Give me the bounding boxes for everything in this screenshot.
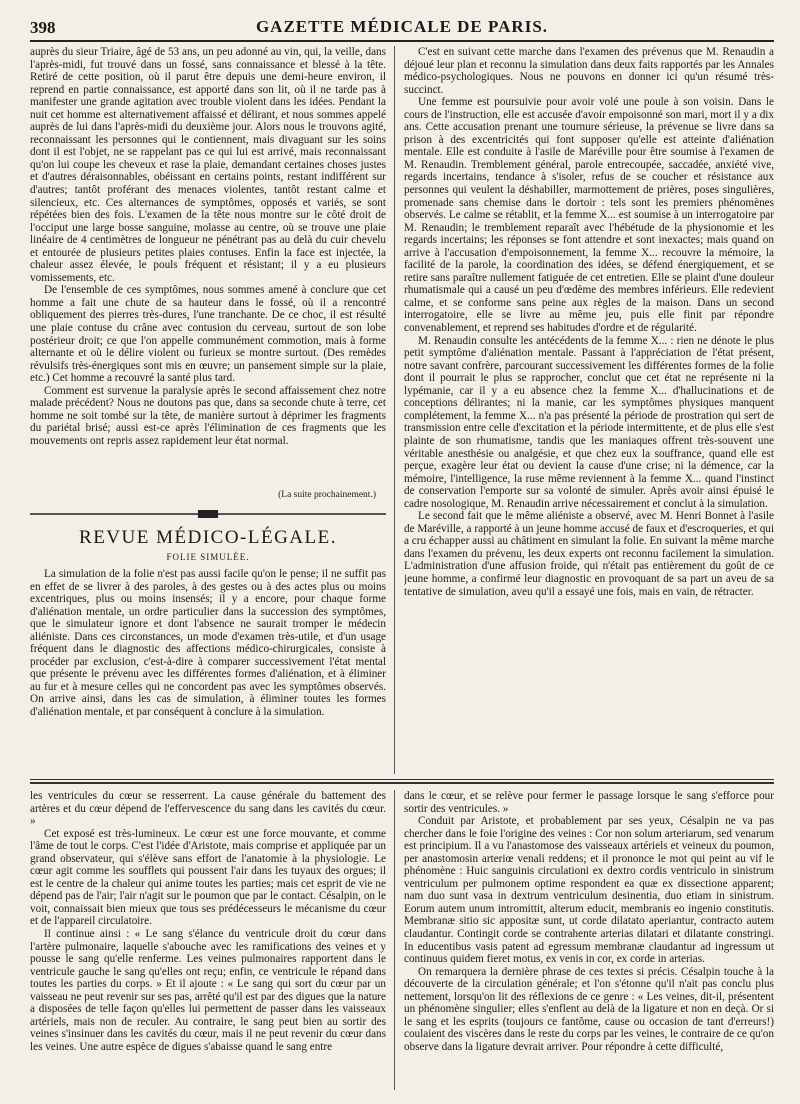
paragraph: Une femme est poursuivie pour avoir volé une poule à son voisin. Dans le cours de l'instruction, elle est accusée d'avoir empoisonné son mari, mort il y a dix ans. Cette accusation prenant une tournure sérieuse, la prévenue se livre dans sa prison à des excentricités qui font supposer qu'elle est atteinte d'aliénation mentale. Elle est conduite à l'asile de Maréville pour être soumise à l'examen de M. Renaudin. Tremblement général, parole entrecoupée, saccadée, anxiété vive, regards incertains, tendance à s'isoler, refus de se coucher et résistance aux personnes qui veulent la déshabiller, marmottement de prières, poses singulières, promenade sans chemise dans le dortoir : tels sont les premiers phénomènes observés. Le calme se rétablit, et la femme X... est soumise à un interrogatoire par M. Renaudin; le tremblement reparaît avec l'hébétude de la physionomie et les regards incertains; les réponses se font attendre et sont inexactes; mais quand on arrive à l'accusation d'empoisonnement, la femme X... recouvre la mémoire, la facilité de la parole, la coordination des idées, se défend énergiquement, et se retire sans paraître nullement fatiguée de cet entretien. Elle se plaint d'une douleur rhumatismale qui a causé un peu d'œdème des membres inférieurs. Elle redevient calme, et se conforme sans peine aux règles de la maison. Dans un second interrogatoire, elle se livre au même jeu, puis elle finit par répondre convenablement, et reprend ses habitudes d'ordre et de régularité. — [404, 96, 774, 335]
paragraph: Cet exposé est très-lumineux. Le cœur est une force mouvante, et comme l'âme de tout le corps. C'est l'idée d'Aristote, mais comprise et appliquée par un grand observateur, qui s'élève sans effort de l'anatomie à la physiologie. Le cœur agit comme les soufflets qui poussent l'air dans les tuyaux des orgues; il est le centre de la chaleur qui anime toutes les parties; mais cet esprit de vie ne dépend pas de l'air; l'air n'agit sur le poumon que par le contact. Césalpin, on le voit, connaissait bien mieux que tous ses prédécesseurs le mécanisme du cœur et de l'appareil circulatoire. — [30, 827, 386, 928]
bottom-right-column — [404, 790, 774, 1090]
bottom-left-column — [30, 790, 386, 1090]
left-column-middle — [30, 568, 386, 772]
paragraph: On remarquera la dernière phrase de ces textes si précis. Césalpin touche à la découverte de la circulation générale; et l'on s'étonne qu'il n'ait pas conclu plus nettement, lorsqu'on lit des réflexions de ce genre : « Les veines, dit-il, présentent un phénomène singulier; elles s'enflent au delà de la ligature et non en deçà. Or si le sang et les esprits (toujours ce fantôme, cause ou occasion de tant d'erreurs!) coulaient des viscères dans le reste du corps par les veines, le contraire de ce qu'on observe dans la ligature devrait arriver. Pour répondre à cette difficulté, — [404, 965, 774, 1053]
paragraph: M. Renaudin consulte les antécédents de la femme X... : rien ne dénote le plus petit symptôme d'aliénation mentale. Passant à l'appréciation de l'état présent, notre savant confrère, parcourant successivement les différentes formes de la folie dont il pourrait le plus se rapprocher, conclut que cet état ne représente ni la lypémanie, car il y a eu absence chez la femme X... d'hallucinations et de conceptions délirantes; ni la manie, car les symptômes physiques manquent complétement, la femme X... n'a pas présenté la période de prostration qui sert de transmission entre celle d'excitation et la période intermittente, et de plus elle s'est plainte de son rhumatisme, tandis que les maniaques offrent très-souvent une véritable anesthésie ou analgésie, et que chez eux la souffrance, quand elle est perçue, exagère leur état ou devient la cause d'une crise; ni la démence, car la mémoire, l'intelligence, la ruse même reviennent à la femme X... quand l'instinct de conservation l'emporte sur sa volonté de simuler. Après avoir ainsi épuisé le cadre nosologique, M. Renaudin arrive nécessairement et conclut à la simulation. — [404, 334, 774, 510]
paragraph: dans le cœur, et se relève pour fermer le passage lorsque le sang s'efforce pour sortir des ventricules. » — [404, 790, 774, 815]
column-divider — [394, 790, 395, 1090]
continuation-note: (La suite prochainement.) — [278, 490, 376, 500]
paragraph: Conduit par Aristote, et probablement par ses yeux, Césalpin ne va pas chercher dans le foie l'origine des veines : Cor non solum arteriarum, sed venarum est principium. Il a vu l'anastomose des vaisseaux artériels et veineux du poumon, per anastomosin arteriœ venali reddens; et il prononce le mot qui peint au vif le phénomène : Huic sanguinis circulationi ex dextro cordis ventriculo in sinistrum ventriculum per pulmonem optime respondent ea quæ ex dissectione apparent; nam duo sunt vasa in dextrum ventriculum desinentia, duo etiam in sinistrum. Eorum autem unum intromittit, alterum educit, membranis eo ingenio constitutis. Membranæ sitio sic appositæ sunt, ut corde dilatato aperiantur, contracto autem claudantur. Contingit corde se contrahente arterias dilatari et dilatante constringi. In educentibus vasis patent ad egressum membranæ claudantur ad ingressum ut continuus quidem fieret motus, ex venis in cor, ex corde in arterias. — [404, 815, 774, 966]
horizontal-rule — [30, 782, 774, 784]
left-column-top — [30, 46, 386, 508]
paragraph: les ventricules du cœur se resserrent. La cause générale du battement des artères et du cœur dépend de l'effervescence du sang dans les cavités du cœur. » — [30, 790, 386, 828]
journal-title: GAZETTE MÉDICALE DE PARIS. — [255, 17, 549, 36]
column-divider — [394, 46, 395, 774]
section-title: REVUE MÉDICO-LÉGALE. — [79, 527, 337, 548]
paragraph: Le second fait que le même aliéniste a observé, avec M. Henri Bonnet à l'asile de Maréville, a rapporté à un jeune homme accusé de faux et d'escroqueries, et qui a cru échapper aussi au châtiment en simulant la folie. En suivant la même marche dans l'examen du prévenu, les deux experts ont reconnu facilement la simulation. L'administration d'une affusion froide, qui n'était pas entièrement du goût de ce jeune homme, a confirmé leur diagnostic en provoquant de sa part un aveu de sa tentative de simulation, aveu qu'il a essayé une fois, mais en vain, de rétracter. — [404, 510, 774, 598]
paragraph: Comment est survenue la paralysie après le second affaissement chez notre malade précédent? Nous ne doutons pas que, dans sa seconde chute à terre, cet homme ne soit tombé sur la tête, de manière surtout à déprimer les fragments du pariétal brisé; aussi est-ce après l'élimination de ces fragments que les mouvements ont repris assez rapidement leur état normal. — [30, 384, 386, 447]
right-column-top — [404, 46, 774, 772]
page-header — [30, 14, 774, 42]
paragraph: De l'ensemble de ces symptômes, nous sommes amené à conclure que cet homme a fait une chute de sa hauteur dans le fossé, où il a rencontré obliquement des pierres très-dures, l'une tranchante. De ce choc, il est résulté une plaie contuse du crâne avec contusion du cerveau, surtout de son lobe postérieur droit; ce que l'on appelle communément commotion, mais à forme alternante et où le délire violent ou furieux se montre surtout. (Des remèdes révulsifs très-énergiques sont mis en œuvre; un pansement simple sur la plaie, etc.) Cet homme a recouvré la santé plus tard. — [30, 284, 386, 385]
horizontal-rule — [30, 779, 774, 780]
section-subtitle: FOLIE SIMULÉE. — [166, 552, 250, 562]
paragraph: La simulation de la folie n'est pas aussi facile qu'on le pense; il ne suffit pas en effet de se livrer à des paroles, à des gestes ou à des actes plus ou moins excentriques, plus ou moins insensés; il y a encore, pour chaque forme d'aliénation mentale, un ordre particulier dans la succession des symptômes, que le simulateur ignore et dont l'absence ne saurait tromper le médecin aliéniste. Dans ces circonstances, un mode d'examen très-utile, et d'un usage fréquent dans le diagnostic des affections médico-chirurgicales, consiste à procéder par exclusion, c'est-à-dire à comparer successivement l'état mental que présente le prévenu avec les différentes formes d'aliénation, et à éliminer au fur et à mesure celles qui ne concordent pas avec les symptômes observés. On arrive ainsi, dans les cas de simulation, à éliminer toutes les formes d'aliénation mentale, et par conséquent à conclure à la simulation. — [30, 568, 386, 719]
paragraph: Il continue ainsi : « Le sang s'élance du ventricule droit du cœur dans l'artère pulmonaire, laquelle s'abouche avec les ramifications des veines et y pousse le sang qu'elle renferme. Les veines pulmonaires rapportent dans le ventricule gauche le sang qu'elles ont reçu; enfin, ce ventricule le répand dans toutes les parties du corps. » Et il ajoute : « Le sang qui sort du cœur par un vaisseau ne peut revenir sur ses pas, arrêté qu'il est par des digues que la nature a disposées de telle façon qu'elles lui permettent de passer dans les vaisseaux artériels, mais non de reculer. Au contraire, le sang peut bien au sortir des veines s'insinuer dans les cavités du cœur, mais il ne peut revenir du cœur dans les veines. Une autre espèce de digues s'abaisse quand le sang entre — [30, 928, 386, 1053]
paragraph: C'est en suivant cette marche dans l'examen des prévenus que M. Renaudin a déjoué leur plan et reconnu la simulation dans deux faits rapportés par les Annales médico-psychologiques. Nous ne pouvons en donner ici qu'un résumé très-succinct. — [404, 46, 774, 96]
paragraph: auprès du sieur Triaire, âgé de 53 ans, un peu adonné au vin, qui, la veille, dans l'après-midi, fut trouvé dans un fossé, sans connaissance et blessé à la tête. Retiré de cette position, où il parut être depuis une demi-heure environ, il reprend en partie connaissance, est apporté dans son lit, où il ne tarde pas à manifester une grande agitation avec trouble violent dans les idées. Pendant la nuit cet homme est alternativement affaissé et délirant, et nous sommes appelé auprès de lui dans l'après-midi du deuxième jour. Alors nous le trouvons agité, reconnaissant les personnes qui le contiennent, mais divaguant sur les soins dont il est l'objet, ne se rappelant pas ce qui lui est arrivé, mais reconnaissant qu'on lui coupe les cheveux et rase la plaie, demandant certaines choses justes et d'autres déraisonnables, obéissant en certains points, restant indifférent sur d'autres; tantôt proférant des menaces violentes, tantôt restant calme et silencieux, etc. Ces alternances de symptômes, opposés et variés, se sont répétées bien des fois. L'examen de la tête nous montre sur le côté droit de l'occiput une large bosse sanguine, molasse au centre, où se trouve une plaie linéaire de 4 centimètres de longueur ne pénétrant pas au delà du cuir chevelu et entourée de plusieurs petites plaies contuses. Enfin la face est injectée, la chaleur assez élevée, le pouls fréquent et résistant; il y a eu plusieurs vomissements, etc. — [30, 46, 386, 284]
page-number: 398 — [30, 18, 56, 37]
section-ornament-rule — [30, 510, 386, 518]
